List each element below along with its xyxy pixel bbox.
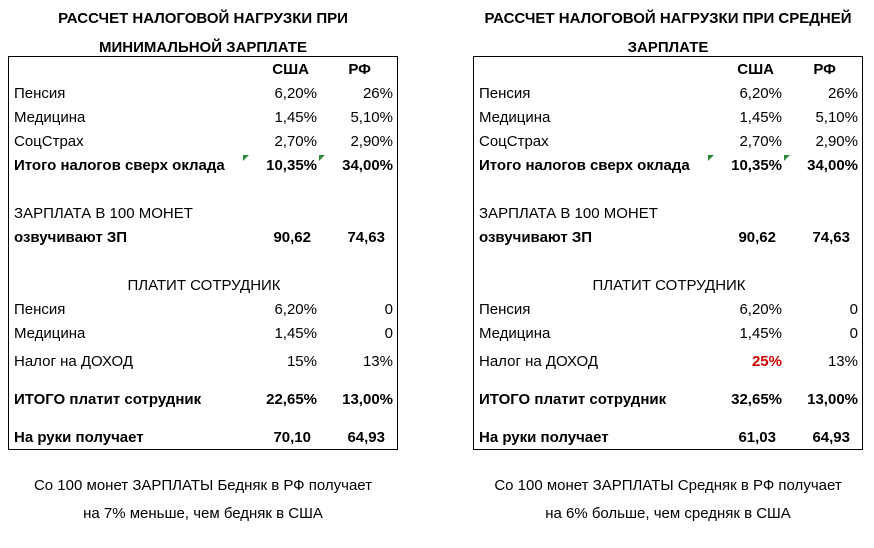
panel-title: РАССЧЕТ НАЛОГОВОЙ НАГРУЗКИ ПРИ МИНИМАЛЬНОЙ ЗАРПЛАТЕ: [58, 10, 348, 56]
employee-header: ПЛАТИТ СОТРУДНИК: [127, 277, 281, 294]
total-row: ИТОГО платит сотрудник 22,65% 13,00%: [14, 391, 393, 408]
announce-row: озвучивают ЗП 90,62 74,63: [14, 229, 385, 246]
table-row: Налог на ДОХОД 25% 13%: [479, 353, 858, 370]
table-row: СоцСтрах 2,70% 2,90%: [14, 133, 393, 150]
announce-row: озвучивают ЗП 90,62 74,63: [479, 229, 850, 246]
total-row: ИТОГО платит сотрудник 32,65% 13,00%: [479, 391, 858, 408]
min-wage-panel: [8, 0, 398, 522]
salary-label-row: ЗАРПЛАТА В 100 МОНЕТ: [14, 205, 193, 222]
tax-table: [8, 56, 398, 450]
tax-table: [473, 56, 863, 450]
table-row: Медицина 1,45% 0: [14, 325, 393, 342]
comment-marker-icon: [243, 155, 249, 161]
table-row: Пенсия 6,20% 0: [479, 301, 858, 318]
employee-header: ПЛАТИТ СОТРУДНИК: [592, 277, 746, 294]
table-row: СоцСтрах 2,70% 2,90%: [479, 133, 858, 150]
table-header: США РФ: [272, 61, 371, 78]
comment-marker-icon: [708, 155, 714, 161]
table-row: Медицина 1,45% 5,10%: [479, 109, 858, 126]
table-row: Пенсия 6,20% 26%: [14, 85, 393, 102]
salary-label-row: ЗАРПЛАТА В 100 МОНЕТ: [479, 205, 658, 222]
conclusion-note: Со 100 монет ЗАРПЛАТЫ Средняк в РФ получает на 6% больше, чем средняк в США: [494, 477, 842, 522]
table-row: Медицина 1,45% 0: [479, 325, 858, 342]
table-row: Итого налогов сверх оклада 10,35% 34,00%: [479, 157, 858, 174]
table-header: США РФ: [737, 61, 836, 78]
comment-marker-icon: [319, 155, 325, 161]
comment-marker-icon: [784, 155, 790, 161]
table-row: Пенсия 6,20% 26%: [479, 85, 858, 102]
highlighted-value: 25%: [751, 353, 782, 370]
table-row: Пенсия 6,20% 0: [14, 301, 393, 318]
net-row: На руки получает 70,10 64,93: [14, 429, 385, 446]
conclusion-note: Со 100 монет ЗАРПЛАТЫ Бедняк в РФ получает на 7% меньше, чем бедняк в США: [33, 477, 373, 522]
table-row: Итого налогов сверх оклада 10,35% 34,00%: [14, 157, 393, 174]
net-row: На руки получает 61,03 64,93: [479, 429, 850, 446]
table-row: Медицина 1,45% 5,10%: [14, 109, 393, 126]
avg-wage-panel: [473, 0, 863, 522]
panel-title: РАССЧЕТ НАЛОГОВОЙ НАГРУЗКИ ПРИ СРЕДНЕЙ ЗАРПЛАТЕ: [484, 10, 852, 56]
table-row: Налог на ДОХОД 15% 13%: [14, 353, 393, 370]
